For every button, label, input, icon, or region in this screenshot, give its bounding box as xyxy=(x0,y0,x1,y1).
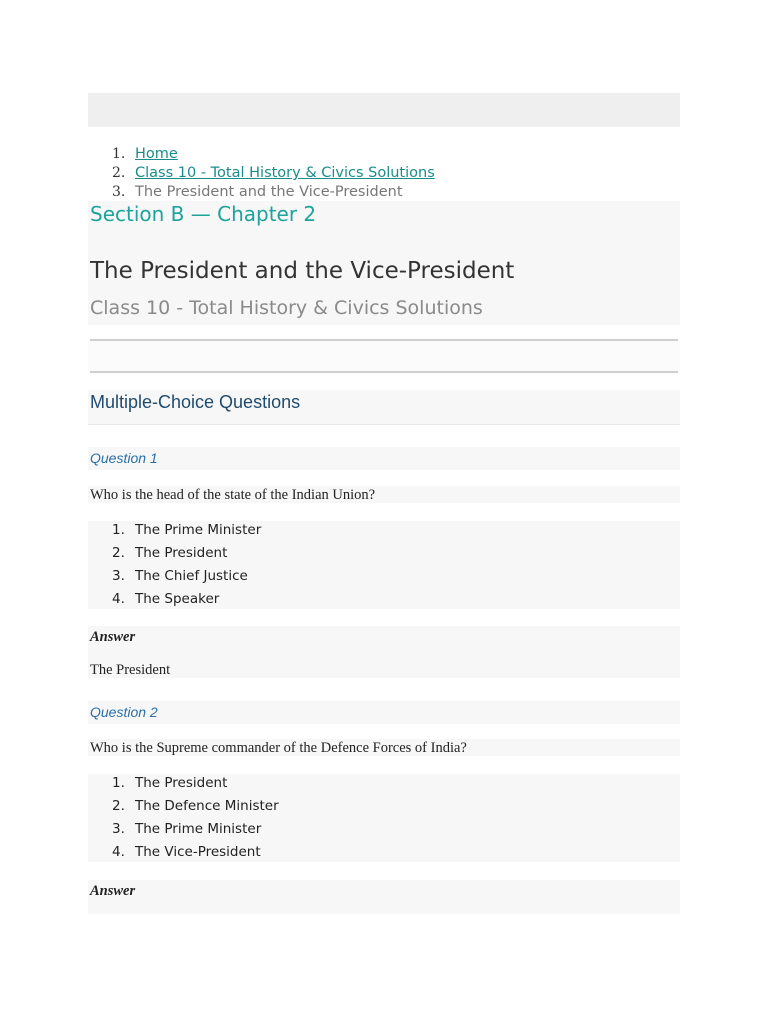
question-2-answer-label: Answer xyxy=(90,883,136,899)
section-title: Section B — Chapter 2 xyxy=(90,202,317,226)
mcq-heading: Multiple-Choice Questions xyxy=(90,392,301,412)
breadcrumb-link-class[interactable]: Class 10 - Total History & Civics Solutions xyxy=(135,165,435,181)
option-number: 1. xyxy=(112,775,125,791)
question-2-label-bar xyxy=(88,701,680,724)
breadcrumb-link-home[interactable]: Home xyxy=(135,146,178,162)
option xyxy=(112,519,261,542)
option-text: The President xyxy=(135,545,228,561)
question-2-answer-box xyxy=(88,880,680,914)
breadcrumb-current: The President and the Vice-President xyxy=(135,184,403,200)
breadcrumb-number: 2. xyxy=(112,165,126,181)
question-1-answer-box xyxy=(88,626,680,678)
divider-bottom xyxy=(90,371,678,373)
option-number: 1. xyxy=(112,522,125,538)
option-text: The Defence Minister xyxy=(135,798,279,814)
breadcrumb-number: 1. xyxy=(112,146,126,162)
option-text: The Prime Minister xyxy=(135,522,262,538)
question-1-options xyxy=(112,519,261,611)
option-text: The Prime Minister xyxy=(135,821,262,837)
option-number: 3. xyxy=(112,821,125,837)
breadcrumb xyxy=(112,145,672,202)
option-text: The President xyxy=(135,775,228,791)
breadcrumb-number: 3. xyxy=(112,184,126,200)
question-1-label: Question 1 xyxy=(90,450,158,466)
question-2-text: Who is the Supreme commander of the Defence Forces of India? xyxy=(90,740,467,756)
option-number: 4. xyxy=(112,844,125,860)
page-title: The President and the Vice-President xyxy=(90,258,515,284)
question-2-label: Question 2 xyxy=(90,704,158,720)
option-text: The Speaker xyxy=(135,591,220,607)
option-text: The Chief Justice xyxy=(135,568,248,584)
page-subtitle: Class 10 - Total History & Civics Solutions xyxy=(90,297,483,319)
question-1-answer-label: Answer xyxy=(90,629,136,645)
top-banner-placeholder xyxy=(88,93,680,127)
option xyxy=(112,772,279,795)
ad-slot xyxy=(88,341,680,371)
option-text: The Vice-President xyxy=(135,844,261,860)
option xyxy=(112,542,261,565)
option xyxy=(112,795,279,818)
question-2-options xyxy=(112,772,279,864)
option xyxy=(112,565,261,588)
breadcrumb-item-home xyxy=(112,145,672,164)
option xyxy=(112,588,261,611)
breadcrumb-item-current xyxy=(112,183,672,202)
question-1-answer: The President xyxy=(90,662,171,678)
option-number: 3. xyxy=(112,568,125,584)
option-number: 2. xyxy=(112,545,125,561)
breadcrumb-item-class xyxy=(112,164,672,183)
question-1-text: Who is the head of the state of the Indian Union? xyxy=(90,487,376,503)
option-number: 4. xyxy=(112,591,125,607)
option xyxy=(112,841,279,864)
question-1-label-bar xyxy=(88,447,680,470)
mcq-separator xyxy=(88,424,680,425)
option xyxy=(112,818,279,841)
option-number: 2. xyxy=(112,798,125,814)
